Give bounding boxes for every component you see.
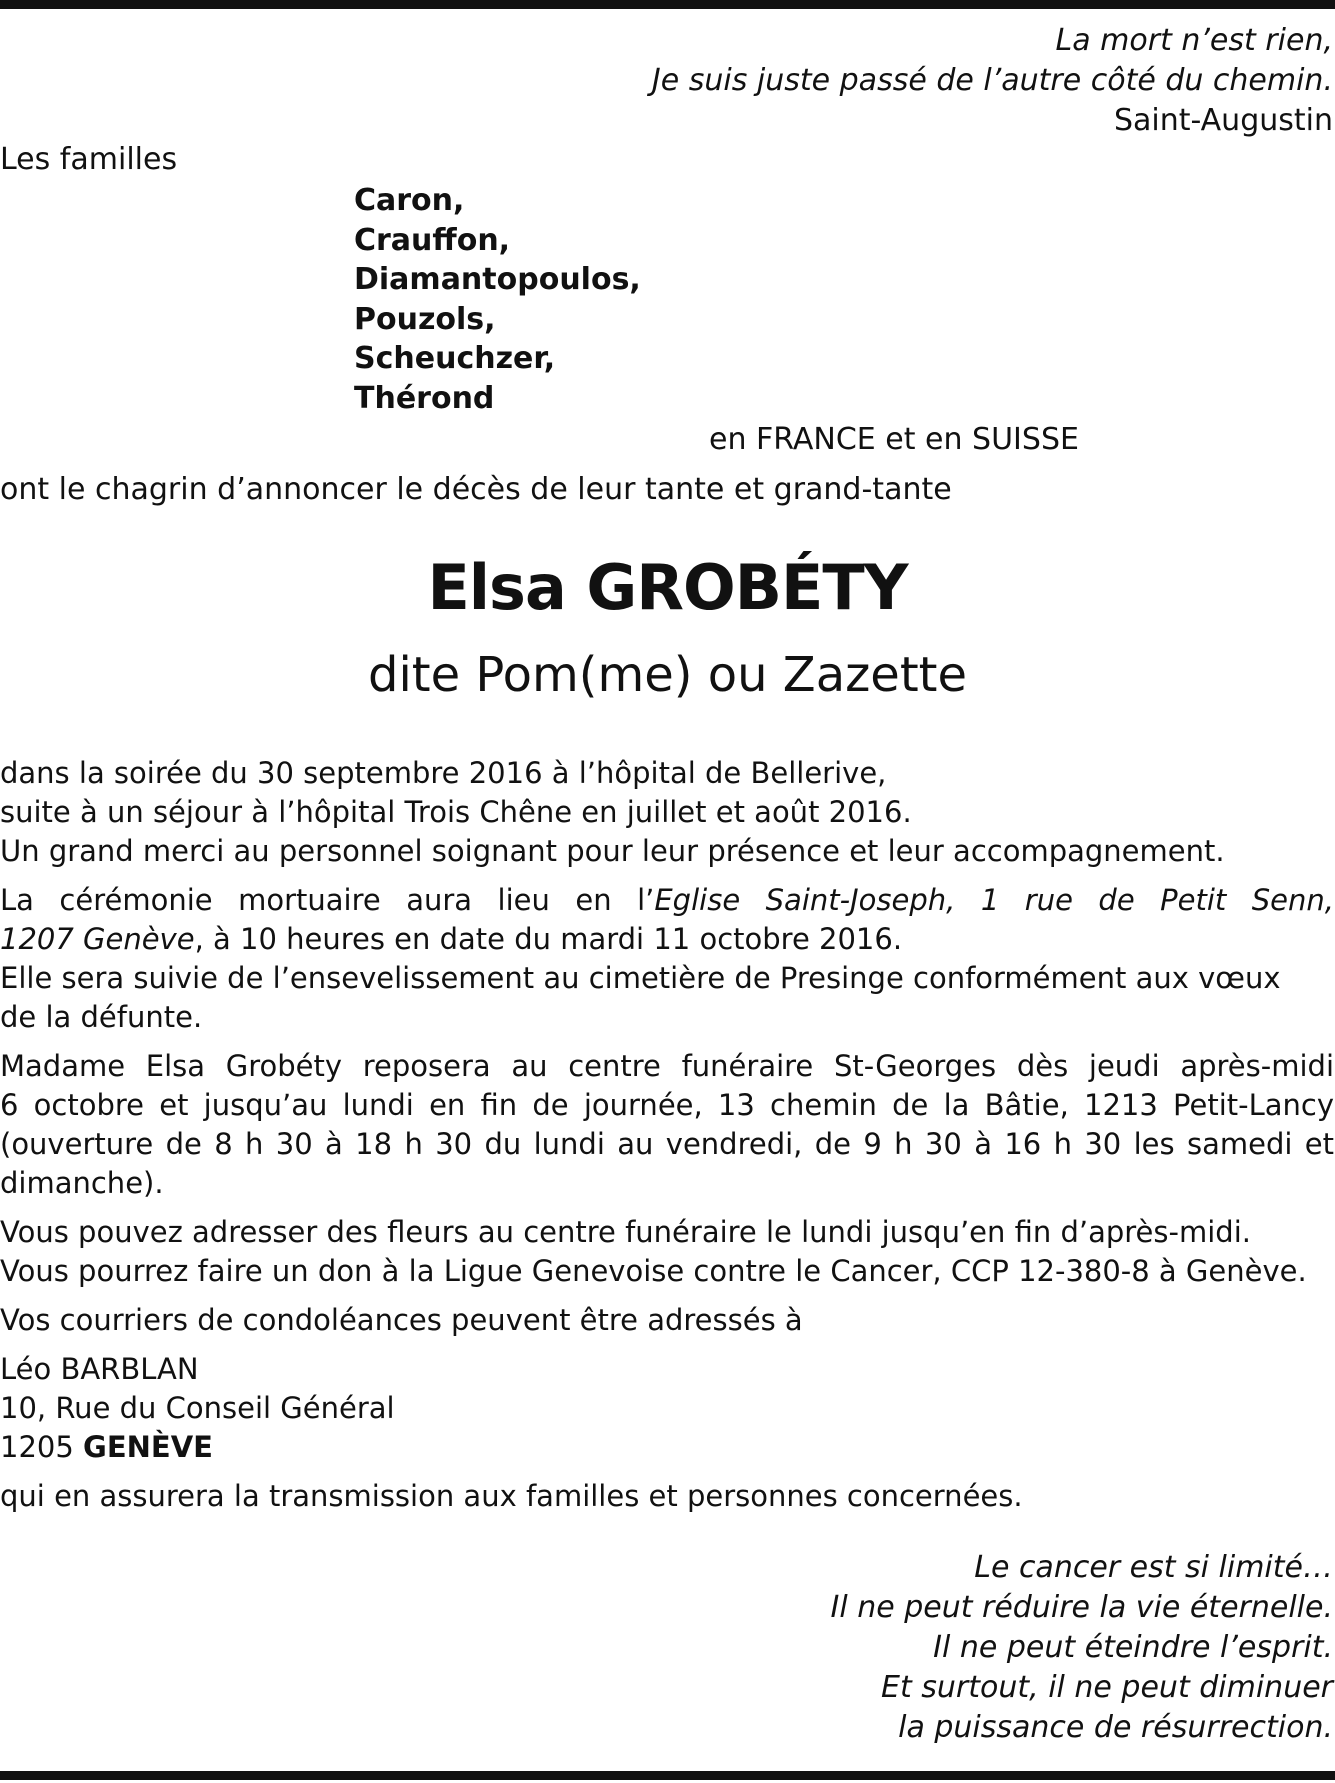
closing-quote-line: la puissance de résurrection. <box>898 1710 1333 1745</box>
closing-quote-line: Il ne peut éteindre l’esprit. <box>933 1630 1333 1665</box>
ceremony-text: La cérémonie mortuaire aura lieu en l’ <box>0 883 655 917</box>
burial-line: de la défunte. <box>0 1000 203 1034</box>
condolences-intro-text: Vos courriers de condoléances peuvent être adressés à <box>0 1303 803 1337</box>
deceased-nickname: dite Pom(me) ou Zazette <box>367 647 967 703</box>
death-paragraph <box>0 754 1334 871</box>
ceremony-place: Eglise Saint-Joseph, 1 rue de Petit Senn, <box>654 883 1334 917</box>
flowers-line: Vous pouvez adresser des fleurs au centre funéraire le lundi jusqu’en fin d’après-midi. <box>0 1215 1251 1249</box>
closing-quote <box>830 1548 1333 1748</box>
closing-quote-line: Le cancer est si limité… <box>974 1550 1333 1585</box>
family-name: Diamantopoulos, <box>354 262 641 297</box>
address-name: Léo BARBLAN <box>0 1352 199 1386</box>
ceremony-place-city: 1207 Genève <box>0 922 195 956</box>
closing-quote-line: Et surtout, il ne peut diminuer <box>881 1670 1333 1705</box>
epigraph-line-1: La mort n’est rien, <box>1055 23 1333 58</box>
family-name: Caron, <box>354 183 465 218</box>
epigraph-author: Saint-Augustin <box>1113 103 1333 138</box>
family-names-list <box>354 181 641 418</box>
viewing-line: (ouverture de 8 h 30 à 18 h 30 du lundi au vendredi, de 9 h 30 à 16 h 30 les samedi et <box>0 1127 1334 1161</box>
donation-line: Vous pourrez faire un don à la Ligue Genevoise contre le Cancer, CCP 12-380-8 à Genève. <box>0 1254 1307 1288</box>
families-intro: Les familles <box>0 142 178 177</box>
address-street: 10, Rue du Conseil Général <box>0 1391 395 1425</box>
viewing-line: dimanche). <box>0 1166 164 1200</box>
closing-quote-line: Il ne peut réduire la vie éternelle. <box>830 1590 1333 1625</box>
ceremony-line-2 <box>0 920 1334 959</box>
death-line: dans la soirée du 30 septembre 2016 à l’hôpital de Bellerive, <box>0 756 887 790</box>
epigraph-line-2: Je suis juste passé de l’autre côté du chemin. <box>651 63 1333 98</box>
family-name: Crauffon, <box>354 222 511 258</box>
family-name: Scheuchzer, <box>354 341 556 376</box>
ceremony-paragraph <box>0 881 1334 1037</box>
donations-paragraph <box>0 1213 1334 1291</box>
death-line: Un grand merci au personnel soignant pour leur présence et leur accompagnement. <box>0 834 1225 868</box>
viewing-line: Madame Elsa Grobéty reposera au centre funéraire St-Georges dès jeudi après-midi <box>0 1049 1334 1083</box>
bottom-border-rule <box>0 1771 1335 1780</box>
address-postcode: 1205 <box>0 1430 74 1464</box>
burial-line: Elle sera suivie de l’ensevelissement au cimetière de Presinge conformément aux vœux <box>0 961 1281 995</box>
deceased-name: Elsa GROBÉTY <box>427 551 908 624</box>
ceremony-line-1 <box>0 881 1334 920</box>
top-border-rule <box>0 0 1335 9</box>
condolences-intro <box>0 1301 1334 1340</box>
viewing-line: 6 octobre et jusqu’au lundi en fin de journée, 13 chemin de la Bâtie, 1213 Petit-Lancy <box>0 1088 1334 1122</box>
address-city: GENÈVE <box>83 1430 213 1464</box>
obituary-body <box>0 754 1334 1526</box>
families-countries: en FRANCE et en SUISSE <box>709 422 1079 457</box>
condolences-outro-text: qui en assurera la transmission aux familles et personnes concernées. <box>0 1479 1023 1513</box>
family-name: Thérond <box>354 380 495 416</box>
announcement-text: ont le chagrin d’annoncer le décès de leur tante et grand-tante <box>0 472 952 507</box>
death-line: suite à un séjour à l’hôpital Trois Chêne en juillet et août 2016. <box>0 795 912 829</box>
condolences-outro <box>0 1477 1334 1516</box>
address-city-line <box>0 1428 1334 1467</box>
epigraph <box>652 21 1333 141</box>
condolences-address <box>0 1350 1334 1467</box>
family-name: Pouzols, <box>354 301 496 337</box>
viewing-paragraph <box>0 1047 1334 1203</box>
ceremony-date-text: , à 10 heures en date du mardi 11 octobre 2016. <box>194 922 903 956</box>
